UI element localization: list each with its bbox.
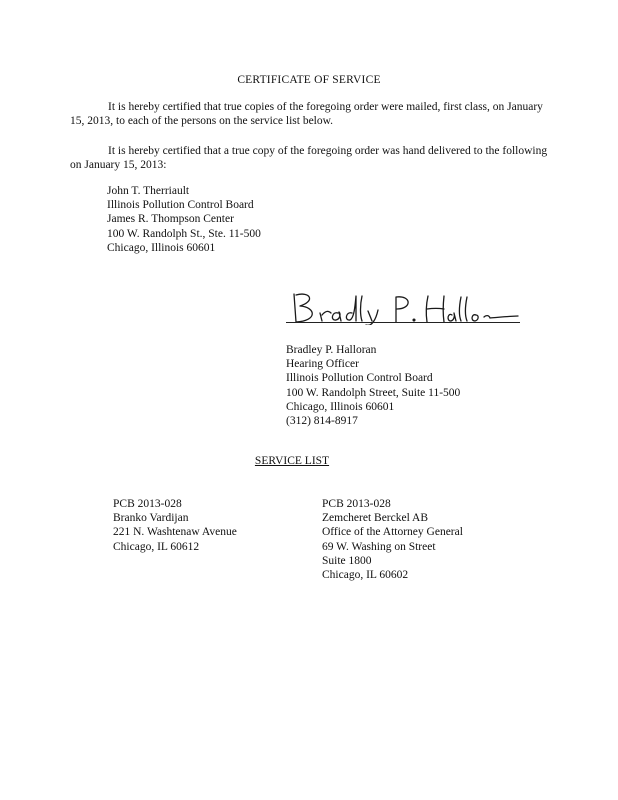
officer-line: 100 W. Randolph Street, Suite 11-500 bbox=[286, 386, 461, 399]
officer-line: (312) 814-8917 bbox=[286, 414, 358, 427]
hand-delivery-certification-paragraph: It is hereby certified that a true copy of the foregoing order was hand delivered to the following on January 15, 2013: bbox=[70, 145, 548, 171]
service-entry-line: PCB 2013-028 bbox=[113, 498, 182, 510]
service-entry-line: Office of the Attorney General bbox=[322, 526, 463, 539]
officer-line: Hearing Officer bbox=[286, 358, 359, 371]
service-entry-line: Suite 1800 bbox=[322, 554, 372, 567]
handwritten-signature bbox=[286, 291, 522, 325]
service-entry-line: 221 N. Washtenaw Avenue bbox=[113, 526, 237, 539]
service-entry-line: PCB 2013-028 bbox=[322, 498, 391, 510]
service-list-entry bbox=[322, 497, 463, 582]
service-entry-line: Zemcheret Berckel AB bbox=[322, 512, 429, 525]
service-entry-line: 69 W. Washing on Street bbox=[322, 540, 436, 553]
service-entry-line: Chicago, IL 60602 bbox=[322, 568, 409, 581]
officer-line: Chicago, Illinois 60601 bbox=[286, 400, 395, 413]
address-line: Illinois Pollution Control Board bbox=[107, 199, 254, 212]
delivery-address-block bbox=[107, 184, 261, 255]
address-line: James R. Thompson Center bbox=[107, 213, 234, 226]
address-line: John T. Therriault bbox=[107, 185, 190, 197]
document-title: CERTIFICATE OF SERVICE bbox=[237, 74, 381, 86]
officer-line: Bradley P. Halloran bbox=[286, 344, 377, 356]
mailing-certification-paragraph: It is hereby certified that true copies of the foregoing order were mailed, first class, on January 15, 2013, to each of the persons on the service list below. bbox=[70, 101, 543, 127]
service-list-entry bbox=[113, 497, 237, 554]
address-line: Chicago, Illinois 60601 bbox=[107, 241, 216, 254]
service-entry-line: Chicago, IL 60612 bbox=[113, 540, 200, 553]
service-entry-line: Branko Vardijan bbox=[113, 512, 189, 525]
hearing-officer-block bbox=[286, 343, 460, 428]
service-list-heading: SERVICE LIST bbox=[254, 455, 330, 467]
officer-line: Illinois Pollution Control Board bbox=[286, 372, 433, 385]
address-line: 100 W. Randolph St., Ste. 11-500 bbox=[107, 227, 261, 240]
signature-line bbox=[286, 322, 520, 323]
